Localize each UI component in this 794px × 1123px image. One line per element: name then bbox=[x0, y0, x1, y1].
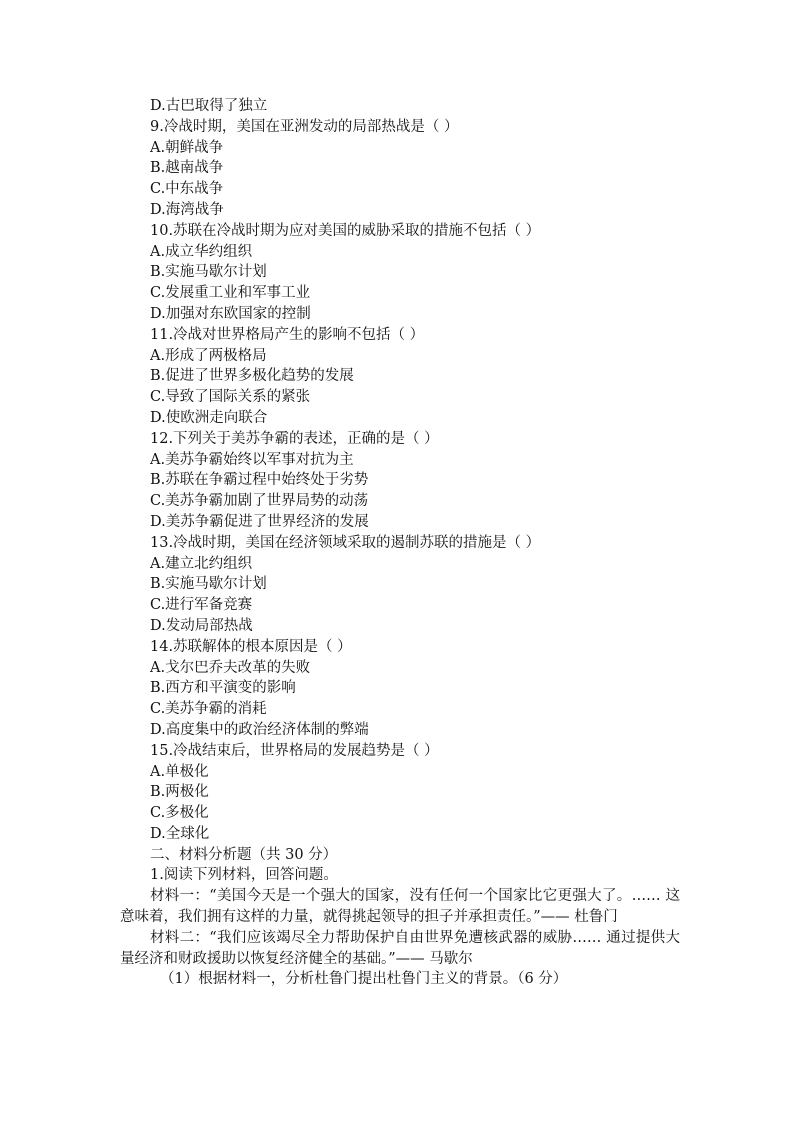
question-text: 15.冷战结束后，世界格局的发展趋势是（ ） bbox=[150, 742, 439, 759]
answer-option: D.加强对东欧国家的控制 bbox=[150, 305, 311, 322]
answer-option: A.戈尔巴乔夫改革的失败 bbox=[150, 659, 311, 676]
question-text: 10.苏联在冷战时期为应对美国的威胁采取的措施不包括（ ） bbox=[150, 222, 541, 239]
question-text: 9.冷战时期，美国在亚洲发动的局部热战是（ ） bbox=[150, 118, 459, 135]
sub-question-1: （1）根据材料一，分析杜鲁门提出杜鲁门主义的背景。（6 分） bbox=[160, 971, 568, 988]
answer-option: B.实施马歇尔计划 bbox=[150, 264, 267, 281]
question-text: 14.苏联解体的根本原因是（ ） bbox=[150, 638, 352, 655]
answer-option: B.越南战争 bbox=[150, 160, 224, 177]
answer-option: A.建立北约组织 bbox=[150, 555, 253, 572]
answer-option: C.进行军备竞赛 bbox=[150, 597, 253, 614]
answer-option: C.中东战争 bbox=[150, 181, 224, 198]
answer-option: C.导致了国际关系的紧张 bbox=[150, 389, 311, 406]
answer-option: A.形成了两极格局 bbox=[150, 347, 267, 364]
answer-option: D.古巴取得了独立 bbox=[150, 98, 268, 114]
question-text: 12.下列关于美苏争霸的表述，正确的是（ ） bbox=[150, 430, 439, 447]
answer-option: D.使欧洲走向联合 bbox=[150, 409, 268, 426]
answer-option: C.多极化 bbox=[150, 805, 209, 822]
question-lines bbox=[120, 96, 680, 886]
question-text: 1.阅读下列材料，回答问题。 bbox=[150, 867, 338, 884]
answer-option: A.美苏争霸始终以军事对抗为主 bbox=[150, 451, 354, 468]
answer-option: A.朝鲜战争 bbox=[150, 139, 224, 156]
question-text: 二、材料分析题（共 30 分） bbox=[150, 846, 338, 863]
answer-option: C.美苏争霸加剧了世界局势的动荡 bbox=[150, 493, 369, 510]
answer-option: D.高度集中的政治经济体制的弊端 bbox=[150, 721, 369, 738]
question-text: 11.冷战对世界格局产生的影响不包括（ ） bbox=[150, 326, 425, 343]
answer-option: B.实施马歇尔计划 bbox=[150, 576, 267, 593]
material-two: 材料二：“我们应该竭尽全力帮助保护自由世界免遭核武器的威胁…… 通过提供大量经济和财政援助以恢复经济健全的基础。”—— 马歇尔 bbox=[120, 929, 680, 967]
answer-option: B.两极化 bbox=[150, 784, 209, 801]
answer-option: A.单极化 bbox=[150, 763, 209, 780]
answer-option: B.促进了世界多极化趋势的发展 bbox=[150, 368, 354, 385]
answer-option: D.全球化 bbox=[150, 825, 210, 842]
answer-option: B.西方和平演变的影响 bbox=[150, 680, 296, 697]
question-text: 13.冷战时期，美国在经济领域采取的遏制苏联的措施是（ ） bbox=[150, 534, 541, 551]
answer-option: C.发展重工业和军事工业 bbox=[150, 285, 311, 302]
answer-option: C.美苏争霸的消耗 bbox=[150, 701, 267, 718]
material-one: 材料一：“美国今天是一个强大的国家，没有任何一个国家比它更强大了。…… 这意味着，我们拥有这样的力量，就得挑起领导的担子并承担责任。”—— 杜鲁门 bbox=[120, 888, 680, 926]
answer-option: D.美苏争霸促进了世界经济的发展 bbox=[150, 513, 369, 530]
answer-option: D.发动局部热战 bbox=[150, 617, 253, 634]
answer-option: A.成立华约组织 bbox=[150, 243, 253, 260]
answer-option: B.苏联在争霸过程中始终处于劣势 bbox=[150, 472, 369, 489]
answer-option: D.海湾战争 bbox=[150, 201, 224, 218]
document-content bbox=[120, 96, 680, 990]
